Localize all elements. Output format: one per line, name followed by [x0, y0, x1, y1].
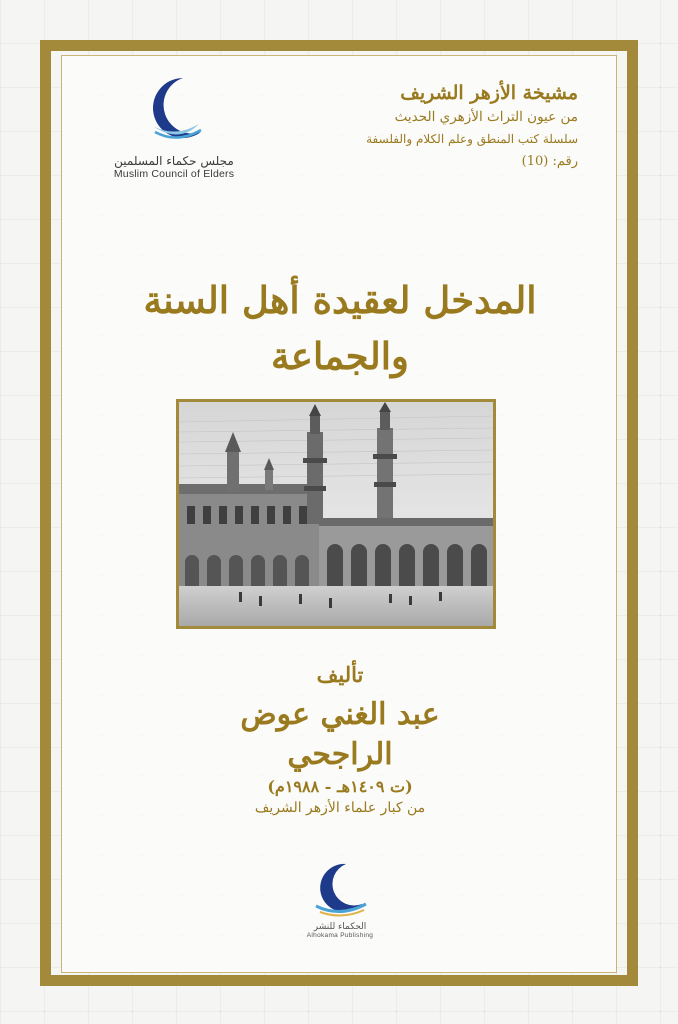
mosque-illustration	[176, 399, 496, 629]
author-name: عبد الغني عوض الراجحي	[240, 697, 440, 772]
author-dates: (ت ١٤٠٩هـ - ١٩٨٨م)	[267, 777, 413, 796]
council-logo	[104, 74, 244, 194]
crescent-icon	[104, 74, 244, 148]
series-subject: سلسلة كتب المنطق وعلم الكلام والفلسفة	[366, 132, 578, 146]
series-info	[358, 80, 578, 174]
council-name-arabic: مجلس حكماء المسلمين	[114, 154, 234, 168]
publisher-name-english: Alhokama Publishing	[306, 932, 374, 939]
series-number: رقم: (10)	[521, 154, 578, 169]
author-descriptor: من كبار علماء الأزهر الشريف	[254, 800, 426, 816]
council-name-english: Muslim Council of Elders	[113, 168, 235, 180]
author-section	[200, 662, 480, 816]
al-azhar-mosque-engraving	[179, 402, 493, 626]
series-institution: مشيخة الأزهر الشريف	[400, 82, 578, 104]
publisher-name-arabic: الحكماء للنشر	[313, 922, 367, 932]
book-title: المدخل لعقيدة أهل السنة والجماعة	[143, 278, 537, 378]
authorship-label: تأليف	[316, 662, 364, 687]
publisher-logo	[288, 862, 392, 939]
crescent-wave-icon	[310, 903, 370, 922]
series-collection: من عيون التراث الأزهري الحديث	[394, 109, 578, 125]
